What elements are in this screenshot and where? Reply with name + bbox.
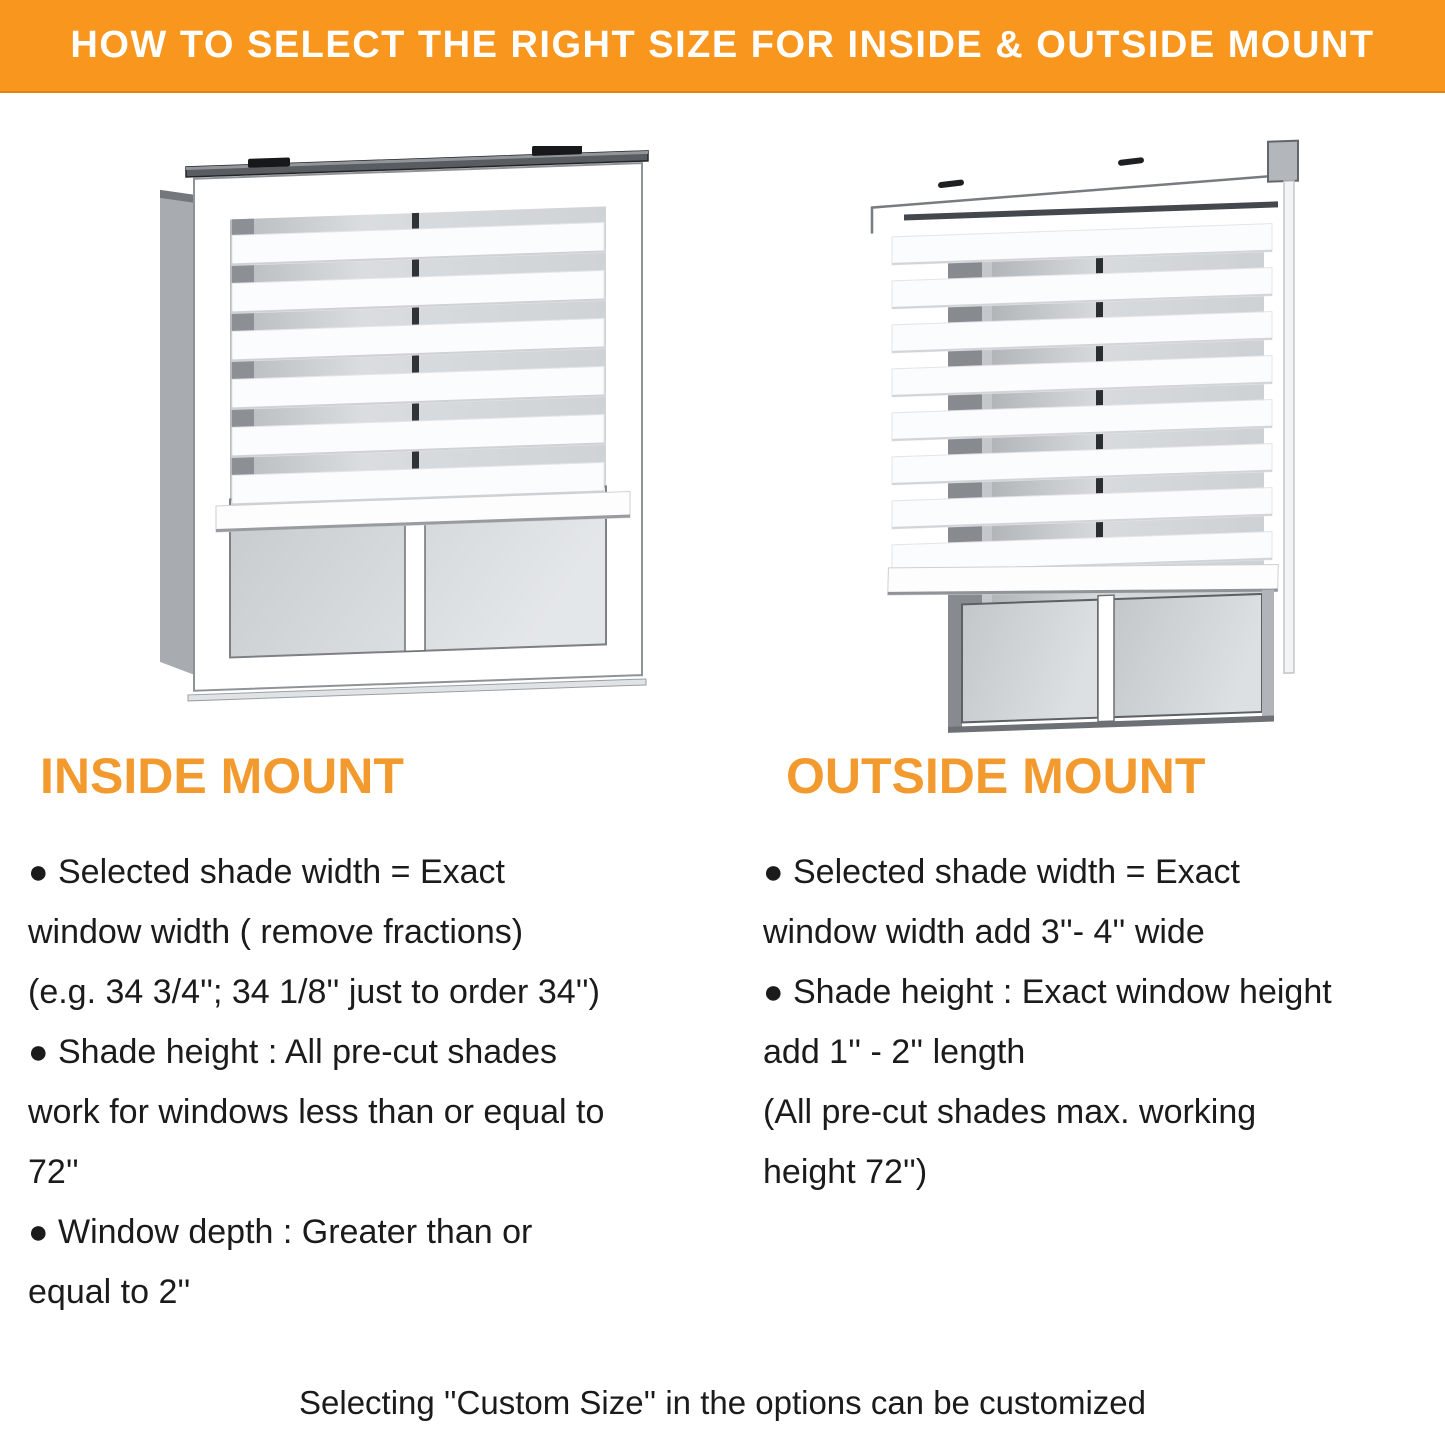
text-line: ● Window depth : Greater than or <box>28 1213 533 1251</box>
text-line: (All pre-cut shades max. working <box>763 1093 1257 1131</box>
text-line: add 1'' - 2'' length <box>763 1033 1026 1071</box>
text-line: window width ( remove fractions) <box>28 913 524 951</box>
shade-bottom-rail <box>888 565 1279 595</box>
text-line: (e.g. 34 3/4''; 34 1/8'' just to order 34'') <box>28 973 600 1011</box>
shade-top-edge <box>904 201 1278 220</box>
mounting-bracket <box>1268 141 1298 182</box>
text-line: 72'' <box>28 1153 79 1191</box>
text-line: ● Selected shade width = Exact <box>763 853 1240 891</box>
text-line: work for windows less than or equal to <box>28 1093 605 1131</box>
outside-mount-instructions <box>763 842 1443 1202</box>
window-glass-panes <box>948 590 1274 733</box>
side-rail <box>1284 181 1294 673</box>
mounting-screws <box>938 157 1144 188</box>
outside-mount-heading: OUTSIDE MOUNT <box>786 748 1206 804</box>
text-line: window width add 3''- 4'' wide <box>763 913 1205 951</box>
inside-mount-instructions <box>28 842 728 1322</box>
inside-mount-illustration <box>158 146 650 706</box>
text-line: equal to 2'' <box>28 1273 191 1311</box>
banner-title: HOW TO SELECT THE RIGHT SIZE FOR INSIDE & OUTSIDE MOUNT <box>70 24 1375 66</box>
text-line: ● Shade height : Exact window height <box>763 973 1332 1011</box>
text-line: ● Shade height : All pre-cut shades <box>28 1033 557 1071</box>
footer-note: Selecting ''Custom Size'' in the options can be customized <box>299 1384 1146 1421</box>
outside-mount-illustration <box>860 130 1320 750</box>
banner <box>0 0 1445 93</box>
inside-mount-heading: INSIDE MOUNT <box>40 748 404 804</box>
window-side-reveal <box>160 189 194 676</box>
text-line: ● Selected shade width = Exact <box>28 853 505 891</box>
text-line: height 72'') <box>763 1153 928 1191</box>
